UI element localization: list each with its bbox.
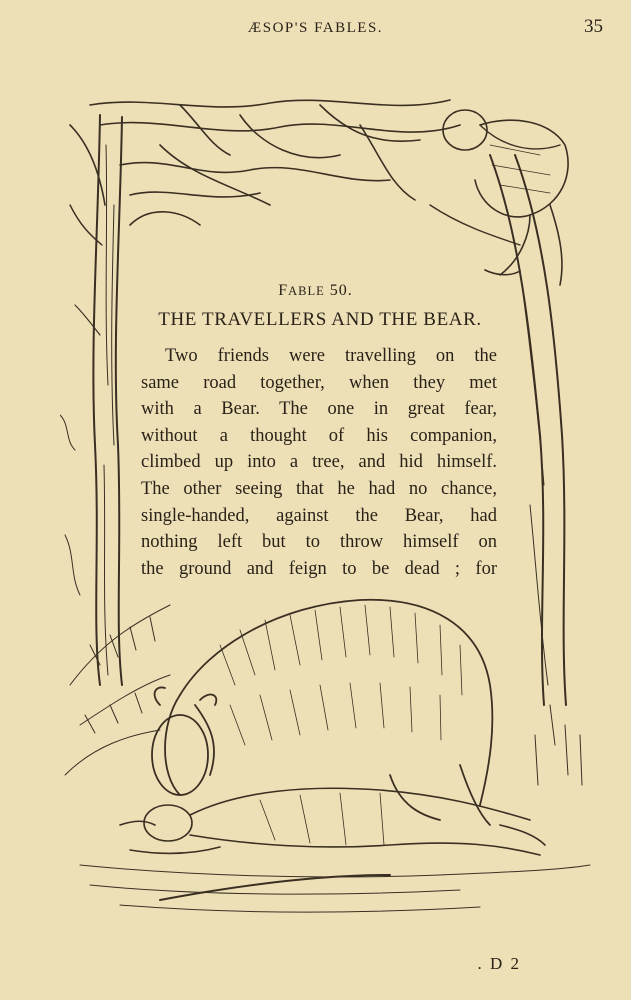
fable-number-value: 50. (329, 282, 353, 299)
fable-number (0, 282, 631, 300)
climbing-man (443, 110, 568, 285)
fable-text (141, 343, 497, 582)
running-head: ÆSOP'S FABLES. (247, 20, 384, 36)
text-line: The other seeing that he had no chance, (141, 478, 497, 499)
bear (152, 600, 492, 825)
text-line: nothing left but to throw himself on (141, 532, 497, 553)
text-line: climbed up into a tree, and hid himself. (141, 452, 497, 473)
text-line: the ground and feign to be dead ; for (141, 558, 497, 579)
fable-label-initial: F (278, 282, 289, 299)
fable-title: THE TRAVELLERS AND THE BEAR. (158, 309, 482, 330)
ground (80, 705, 590, 912)
text-line: single-handed, against the Bear, had (141, 505, 497, 526)
page-number: 35 (584, 16, 603, 37)
text-line: Two friends were travelling on the (165, 346, 497, 366)
left-tree (70, 115, 122, 685)
text-line: with a Bear. The one in great fear, (141, 399, 497, 420)
text-line: same road together, when they met (141, 372, 497, 393)
fable-label-rest: ABLE (288, 284, 325, 298)
branch-canopy (70, 100, 460, 225)
signature-mark: . D 2 (477, 954, 521, 973)
text-line: without a thought of his companion, (141, 425, 497, 446)
